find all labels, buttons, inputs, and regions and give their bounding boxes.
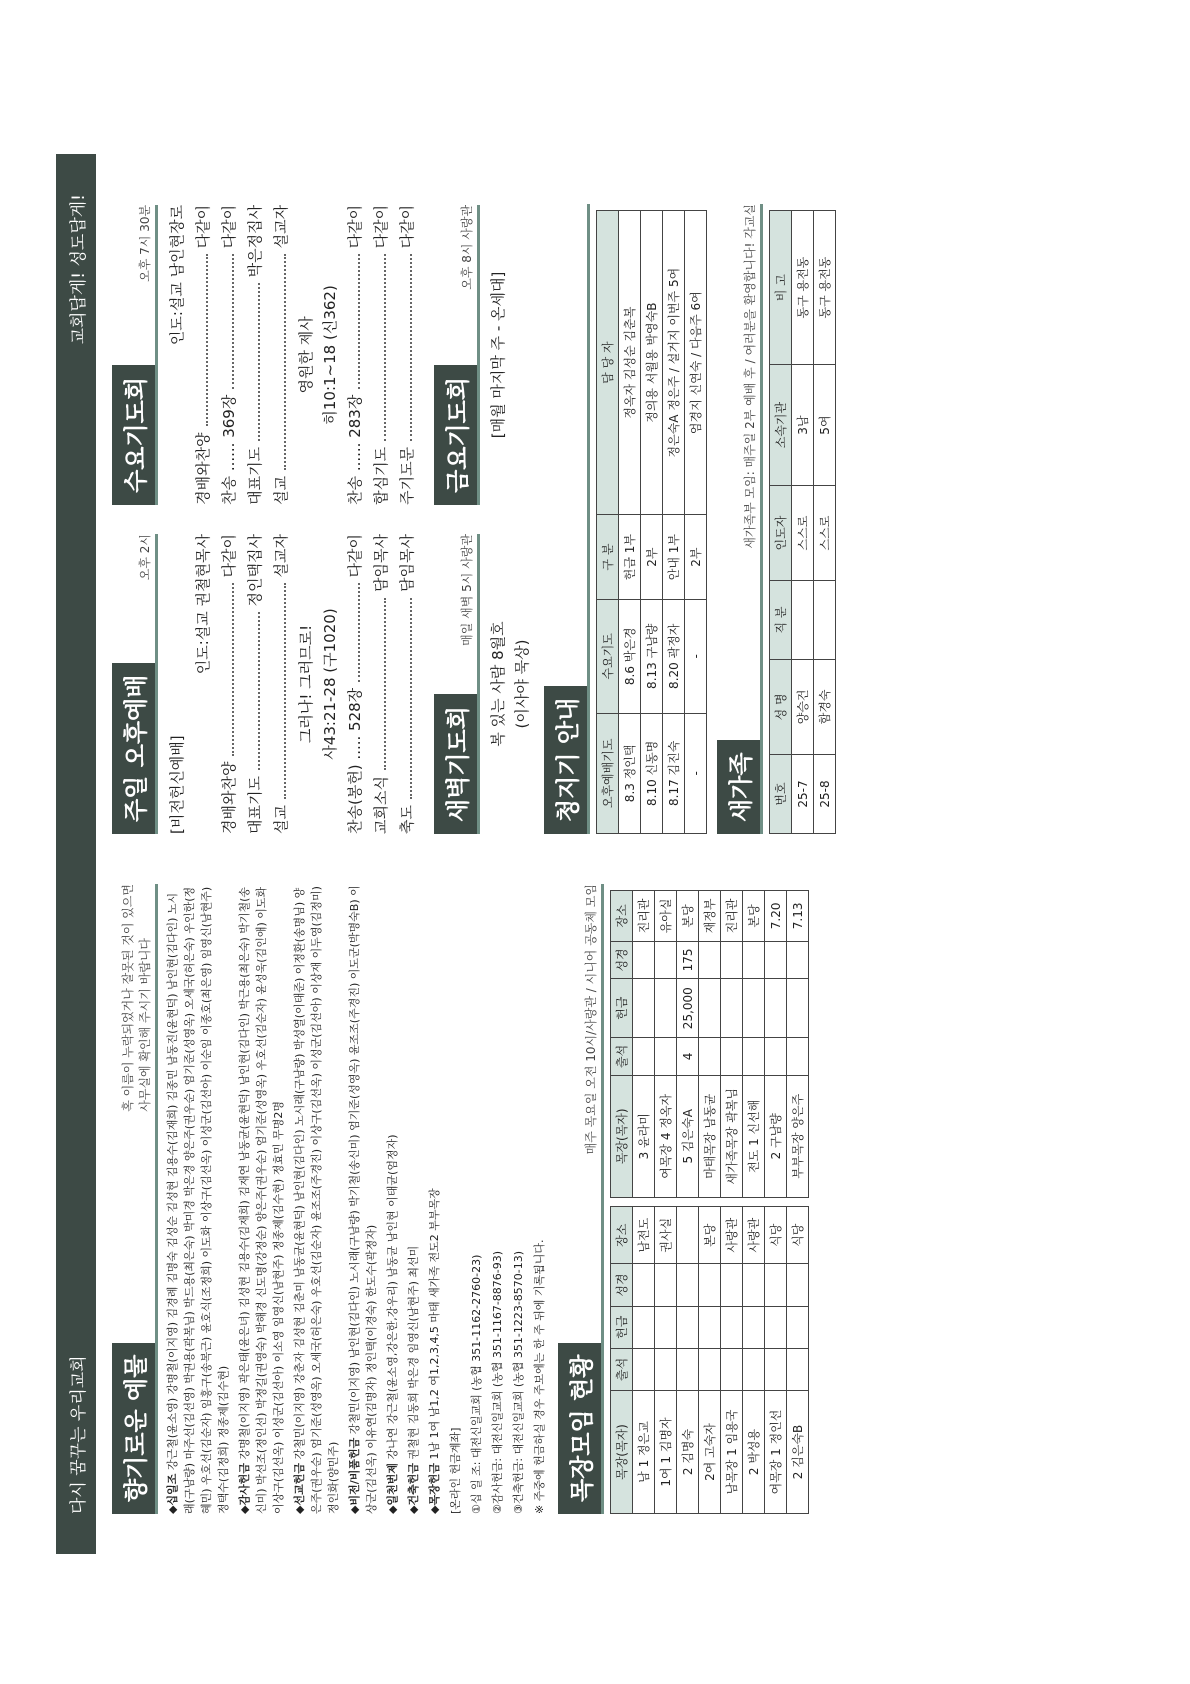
order-item: 찬송 ...... 283장 xyxy=(346,394,364,505)
table-row xyxy=(743,1207,765,1514)
table-header: 번호 xyxy=(770,755,792,834)
text-cell: 남목장 1 임용국 xyxy=(721,1391,743,1514)
text-cell: 4 xyxy=(677,1038,699,1075)
online-line: ※ 주중에 헌금하실 경우 주보에는 한 주 뒤에 기록됩니다. xyxy=(533,1239,546,1514)
text-cell: 출석 xyxy=(611,1038,633,1075)
text-cell: 동구 용전동 xyxy=(792,211,814,365)
text-cell: 장소 xyxy=(611,1207,633,1264)
text-cell xyxy=(699,979,721,1038)
text-cell: 175 xyxy=(677,941,699,978)
text-cell: 강명철(이지영) 곽은태(윤은녀) 김성현 김용수(김재희) 김재연 남동균(윤현덕) 남인현(김다인) 박근용(최은숙) 박기철(송신미) 박선조(정인선) 박정길(권영숙) 박해경 신도명(강정순) 양은주(권우순) 엄기준(성영옥) 우호선(김순자) 윤성욱(김인애) 이도화 이상구(김선옥) 이성군(김선아) 이소영 임영신(남현주) 정종제(김수현) 정효민 무명2명 xyxy=(238,886,285,1514)
text-cell xyxy=(743,1306,765,1348)
text-cell: 2부 xyxy=(685,515,707,600)
text-cell: 목장(목자) xyxy=(611,1075,633,1197)
text-cell: 진리관 xyxy=(633,891,655,942)
text-cell: 2 박성용 xyxy=(743,1391,765,1514)
wed-sermon-title: 영원한 제사 xyxy=(297,316,315,394)
text-cell: 8.17 김진숙 xyxy=(663,713,685,833)
text-cell: 본당 xyxy=(699,1207,721,1264)
text-cell xyxy=(765,941,787,978)
text-cell: 2 김명숙 xyxy=(677,1391,699,1514)
wed-time: 오후 7시 30분 xyxy=(138,204,152,282)
order-person: 박은정집사 xyxy=(246,204,264,278)
text-cell: ◆감사헌금 xyxy=(238,1463,251,1514)
table-row xyxy=(721,1207,743,1514)
text-cell: 출석 xyxy=(611,1348,633,1390)
text-cell: 5 김은숙A xyxy=(677,1075,699,1197)
table-row xyxy=(677,891,699,1198)
table-header: 성 명 xyxy=(770,659,792,754)
text-cell xyxy=(792,581,814,659)
table-header: 직 분 xyxy=(770,581,792,659)
table-row xyxy=(792,211,814,834)
order-person: 다같이 xyxy=(398,204,416,249)
text-cell xyxy=(743,979,765,1038)
order-person: 담임목사 xyxy=(398,534,416,592)
text-cell xyxy=(743,941,765,978)
text-cell: 강철민(이지영) 강춘자 김성현 김춘미 남동균(윤현덕) 남인현(김다인) 노시래(구남량) 박성열(이태준) 이정환(송명님) 양은주(권우순) 엄기준(성영옥) 오세국(허은숙) 우호선(김순자) 윤조조(주경진) 이상구(김선옥) 이성군(김선아) 이상재 이두영(김정미) 정인화(양민주) xyxy=(293,886,340,1514)
table-row xyxy=(787,1207,809,1514)
text-cell xyxy=(721,1306,743,1348)
guide-table xyxy=(596,210,707,834)
text-cell: 헌금 xyxy=(611,979,633,1038)
wed-sermon-ref: 히10:1~18 (신362) xyxy=(321,285,339,425)
text-cell: ◆목장헌금 xyxy=(428,1463,441,1514)
table-row xyxy=(699,1207,721,1514)
text-cell: 여목장 4 정옥자 xyxy=(655,1075,677,1197)
order-item: 대표기도 xyxy=(246,776,264,834)
text-cell: 스스로 xyxy=(814,485,836,580)
text-cell: 유아실 xyxy=(655,891,677,942)
text-cell: 정은숙A 정은주 / 설거지 이번주 5여 xyxy=(663,211,685,515)
table-header: 인도자 xyxy=(770,485,792,580)
text-cell xyxy=(655,1306,677,1348)
order-person: 설교자 xyxy=(272,534,290,578)
order-person: 다같이 xyxy=(372,204,390,249)
text-cell: 헌금 1부 xyxy=(619,515,641,600)
order-item: 대표기도 xyxy=(246,446,264,505)
text-cell: 3남 xyxy=(792,365,814,486)
newfamily-table xyxy=(769,210,836,834)
text-cell: 재정부 xyxy=(699,891,721,942)
offering-section xyxy=(112,884,1132,1514)
text-cell: 동구 용전동 xyxy=(814,211,836,365)
text-cell xyxy=(765,1264,787,1306)
worship-section xyxy=(112,204,1132,834)
text-cell xyxy=(765,1306,787,1348)
text-cell xyxy=(765,1038,787,1075)
text-cell xyxy=(787,941,809,978)
offering-para xyxy=(405,884,422,1514)
text-cell: 사랑관 xyxy=(743,1207,765,1264)
order-person: 설교자 xyxy=(272,204,290,249)
text-cell: 8.10 신동명 xyxy=(641,713,663,833)
text-cell: 강근철(윤소영) 강명철(이지영) 김경례 김명숙 김성순 김성현 김용수(김재희) 김종민 남동진(윤현덕) 남인현(김다인) 노시래(구남량) 마주선(김선영) 박권용(곽복님) 박드용(최은숙) 박미경 박은경 양은주(권우순) 엄기준(성영옥) 오세국(허은숙) 우인한(정혜민) 우호선(김순자) 임홍구(송복근) 윤호식(조정희) 이도화 이상구(김선옥) 이성군(김선아) 이순임 이종호(최은영) 임영신(남현주) 정택수(김정희) 정종제(김수현) xyxy=(166,886,230,1514)
sunday-sermon-title: 그러나! 그러므로! xyxy=(297,624,315,744)
dawn-title: 새벽기도회 xyxy=(434,694,477,834)
table-row xyxy=(787,891,809,1198)
fri-line: [매월 마지막 주 - 온세대] xyxy=(489,271,507,439)
text-cell: ◆건축헌금 xyxy=(407,1463,420,1514)
order-item: 주기도문 xyxy=(398,446,416,505)
text-cell xyxy=(633,1348,655,1390)
text-cell xyxy=(721,941,743,978)
mokjang-section: 목장모임 현황 매주 목요일 오전 10시/사랑관 / 시니어 공동체 모임 목장(목자) 출석 헌금 성경 장소 남 1 정은교 남전도 1여 1 김명자 권사실 2 김명숙 2여 고숙자 본당 남목장 1 임용국 사랑관 2 박성용 사랑관 여목장 1 정인선 식당 2 김은숙B 식당 목장(목자) 출석 헌금 성경 장소 3 윤라미 진리관 여목장 4 정옥자 유아실 5 김은숙A 4 25,000 175 본당 마태목장 남동균 재정부 새가족목장 곽복님 진리관 전도 1 신선해 본당 2 구남량 7.20 부부목장 양은주 7.13 xyxy=(558,884,809,1514)
offering-para xyxy=(384,884,401,1514)
text-cell: 헌금 xyxy=(611,1306,633,1348)
text-cell: 함경숙 xyxy=(814,659,836,754)
text-cell xyxy=(814,581,836,659)
text-cell: 사랑관 xyxy=(721,1207,743,1264)
text-cell: 엄경지 신연숙 / 다음주 6여 xyxy=(685,211,707,515)
text-cell: 3 윤라미 xyxy=(633,1075,655,1197)
text-cell: 2부 xyxy=(641,515,663,600)
text-cell xyxy=(721,1038,743,1075)
order-item: 교회소식 xyxy=(372,776,390,834)
offering-note2: 사무실에 확인해 주시기 바랍니다 xyxy=(138,938,152,1112)
table-header: 소속기관 xyxy=(770,365,792,486)
text-cell: 1여 1 김명자 xyxy=(655,1391,677,1514)
text-cell xyxy=(765,979,787,1038)
text-cell xyxy=(655,1038,677,1075)
mokjang-title: 목장모임 현황 xyxy=(558,1343,601,1514)
mokjang-note1: 매주 목요일 오전 10시/사랑관 xyxy=(584,996,598,1155)
mokjang-table-right xyxy=(610,890,809,1198)
sunday-title: 주일 오후예배 xyxy=(112,663,155,834)
text-cell xyxy=(633,941,655,978)
wednesday-service xyxy=(112,205,510,505)
text-cell xyxy=(787,1348,809,1390)
order-person: 다같이 xyxy=(220,534,238,578)
guide-section xyxy=(544,204,707,834)
text-cell: 전도 1 신선해 xyxy=(743,1075,765,1197)
order-item: 합심기도 xyxy=(372,446,390,505)
table-row xyxy=(655,1207,677,1514)
table-row xyxy=(677,1207,699,1514)
table-row xyxy=(721,891,743,1198)
text-cell: 부부목장 양은주 xyxy=(787,1075,809,1197)
text-cell: 정의용 서월용 박영숙B xyxy=(641,211,663,515)
online-line: ③건축헌금: 대전신일교회 (농협 351-1223-8570-13) xyxy=(512,1250,525,1514)
text-cell: ◆선교헌금 xyxy=(293,1463,306,1514)
online-line: ①십 일 조: 대전신일교회 (농협 351-1162-2760-23) xyxy=(470,1254,483,1514)
text-cell xyxy=(677,1207,699,1264)
text-cell: 25-8 xyxy=(814,755,836,834)
text-cell: 남 1 정은교 xyxy=(633,1391,655,1514)
text-cell: 정옥자 김성순 김춘복 xyxy=(619,211,641,515)
text-cell: 새가족목장 곽복님 xyxy=(721,1075,743,1197)
text-cell xyxy=(633,979,655,1038)
text-cell: 권철현 김동희 박은경 임영신(남현주) 최선미 xyxy=(407,1245,420,1460)
table-row xyxy=(685,211,707,834)
mokjang-note2: 시니어 공동체 모임 xyxy=(584,884,598,985)
text-cell xyxy=(699,1264,721,1306)
text-cell: 2 구남량 xyxy=(765,1075,787,1197)
text-cell xyxy=(633,1264,655,1306)
text-cell: 1남 1여 남1,2 여1,2,3,4,5 마태 새가족 전도2 부부목장 xyxy=(428,1188,441,1460)
newfamily-section xyxy=(717,204,836,834)
offering-note1: 혹 이름이 누락되었거나 잘못된 것이 있으면 xyxy=(121,884,135,1112)
text-cell: 강나연 강근철(윤소영,강은한,강우리) 남동균 남인현 이태균(엄정자) xyxy=(386,1134,399,1460)
text-cell: 성경 xyxy=(611,1264,633,1306)
text-cell: 장소 xyxy=(611,891,633,942)
table-row xyxy=(743,891,765,1198)
text-cell: 식당 xyxy=(765,1207,787,1264)
order-item: 찬송(봉헌) ..... 528장 xyxy=(346,687,364,834)
text-cell: 2여 고숙자 xyxy=(699,1391,721,1514)
sunday-sermon-ref: 사43:21-28 (구1020) xyxy=(321,608,339,760)
table-row xyxy=(633,1207,655,1514)
sunday-service xyxy=(112,534,534,834)
text-cell: 스스로 xyxy=(792,485,814,580)
table-header: 수요기도 xyxy=(597,599,619,713)
text-cell: - xyxy=(685,599,707,713)
online-title: [온라인 헌금계좌] xyxy=(449,1427,462,1514)
text-cell xyxy=(787,1264,809,1306)
text-cell xyxy=(655,979,677,1038)
offering-para xyxy=(346,884,380,1514)
newfamily-note: 새가족부 모임: 매주일 2부 예배 후 / 여러분을 환영합니다! 각교실 xyxy=(743,204,757,549)
text-cell xyxy=(633,1306,655,1348)
text-cell: 마태목장 남동균 xyxy=(699,1075,721,1197)
top-banner xyxy=(56,154,96,1554)
fri-place: 사랑관 xyxy=(460,204,474,240)
text-cell xyxy=(677,1348,699,1390)
text-cell xyxy=(677,1264,699,1306)
text-cell xyxy=(787,979,809,1038)
text-cell: 25-7 xyxy=(792,755,814,834)
text-cell: 본당 xyxy=(677,891,699,942)
offering-title: 향기로운 예물 xyxy=(112,1343,155,1514)
order-person: 정인택집사 xyxy=(246,534,264,607)
sunday-leader: 인도:설교 권철현목사 xyxy=(194,534,212,675)
order-person: 다같이 xyxy=(194,204,212,249)
table-header: 구 분 xyxy=(597,515,619,600)
offering-para xyxy=(236,884,287,1514)
table-row xyxy=(699,891,721,1198)
text-cell: 본당 xyxy=(743,891,765,942)
text-cell: 강철민(이지영) 남인현(김다인) 노시래(구남량) 박기철(송신미) 엄기준(성영옥) 윤조조(주경진) 이도군(박명숙B) 이상군(김선옥) 이유연(김명자) 정인택(이경숙) 한도수(곽정자) xyxy=(348,885,378,1514)
table-header: 오후예배기도 xyxy=(597,713,619,833)
text-cell: 식당 xyxy=(787,1207,809,1264)
text-cell xyxy=(699,941,721,978)
order-item: 경배와찬양 xyxy=(194,432,212,505)
text-cell xyxy=(655,1348,677,1390)
text-cell: 25,000 xyxy=(677,979,699,1038)
text-cell xyxy=(787,1038,809,1075)
text-cell: ◆비전/비품헌금 xyxy=(348,1437,361,1514)
order-item: 설교 xyxy=(272,805,290,834)
table-row xyxy=(641,211,663,834)
table-header: 담 당 자 xyxy=(597,211,619,515)
offering-para xyxy=(164,884,232,1514)
table-header: 비 고 xyxy=(770,211,792,365)
text-cell: 성경 xyxy=(611,941,633,978)
sunday-subtitle: [비전헌신예배] xyxy=(168,735,186,834)
text-cell: 2 김은숙B xyxy=(787,1391,809,1514)
order-person: 담임목사 xyxy=(372,534,390,592)
table-row xyxy=(765,891,787,1198)
text-cell: 8.13 구남량 xyxy=(641,599,663,713)
text-cell: 양승건 xyxy=(792,659,814,754)
online-line: ②감사헌금: 대전신일교회 (농협 351-1167-8876-93) xyxy=(491,1250,504,1514)
text-cell xyxy=(677,1306,699,1348)
table-row xyxy=(655,891,677,1198)
dawn-time: 매일 새벽 5시 xyxy=(460,572,474,646)
text-cell: 8.3 정인택 xyxy=(619,713,641,833)
text-cell: 7.13 xyxy=(787,891,809,942)
text-cell xyxy=(699,1038,721,1075)
text-cell xyxy=(721,1264,743,1306)
text-cell: - xyxy=(685,713,707,833)
dawn-line2: (이사야 묵상) xyxy=(513,639,531,729)
order-person: 다같이 xyxy=(346,204,364,249)
text-cell: 안내 1부 xyxy=(663,515,685,600)
table-row xyxy=(765,1207,787,1514)
newfamily-title: 새가족 xyxy=(717,740,760,834)
offering-para xyxy=(291,884,342,1514)
text-cell: ◆일천번제 xyxy=(386,1463,399,1514)
text-cell xyxy=(655,1264,677,1306)
text-cell: 5여 xyxy=(814,365,836,486)
table-row xyxy=(633,891,655,1198)
text-cell xyxy=(743,1038,765,1075)
offering-para xyxy=(426,884,443,1514)
table-row xyxy=(663,211,685,834)
order-person: 다같이 xyxy=(346,534,364,578)
sunday-time: 오후 2시 xyxy=(138,534,152,581)
banner-motto-right: 교회답게! 성도답게! xyxy=(68,194,89,345)
order-item: 설교 xyxy=(272,475,290,505)
table-row xyxy=(619,211,641,834)
text-cell: 목장(목자) xyxy=(611,1391,633,1514)
text-cell xyxy=(743,1264,765,1306)
text-cell: 진리관 xyxy=(721,891,743,942)
text-cell xyxy=(721,1348,743,1390)
order-person: 다같이 xyxy=(220,204,238,249)
mokjang-table-left xyxy=(610,1206,809,1514)
text-cell: 8.20 곽정자 xyxy=(663,599,685,713)
guide-title: 청지기 안내 xyxy=(544,686,587,834)
order-item: 경배와찬양 xyxy=(220,761,238,834)
text-cell xyxy=(655,941,677,978)
wed-title: 수요기도회 xyxy=(112,365,155,505)
order-item: 축도 xyxy=(398,805,416,834)
text-cell xyxy=(699,1306,721,1348)
dawn-place: 사랑관 xyxy=(460,534,474,569)
text-cell xyxy=(633,1038,655,1075)
text-cell xyxy=(721,979,743,1038)
dawn-line1: 복 있는 사람 8월호 xyxy=(489,621,507,747)
fri-time: 오후 8시 xyxy=(460,243,474,290)
text-cell: 남전도 xyxy=(633,1207,655,1264)
text-cell xyxy=(765,1348,787,1390)
text-cell: 8.6 박은경 xyxy=(619,599,641,713)
text-cell: 권사실 xyxy=(655,1207,677,1264)
wed-leader: 인도:설교 남인현장로 xyxy=(168,204,186,346)
text-cell: 여목장 1 정인선 xyxy=(765,1391,787,1514)
text-cell xyxy=(743,1348,765,1390)
banner-motto-left: 다시 꿈꾸는 우리교회 xyxy=(68,1355,89,1514)
text-cell: 7.20 xyxy=(765,891,787,942)
fri-title: 금요기도회 xyxy=(434,365,477,505)
text-cell xyxy=(787,1306,809,1348)
table-row xyxy=(814,211,836,834)
order-item: 찬송 ...... 369장 xyxy=(220,394,238,505)
text-cell: ◆십일조 xyxy=(166,1473,179,1514)
text-cell xyxy=(699,1348,721,1390)
sunday-order-1 xyxy=(216,534,294,834)
